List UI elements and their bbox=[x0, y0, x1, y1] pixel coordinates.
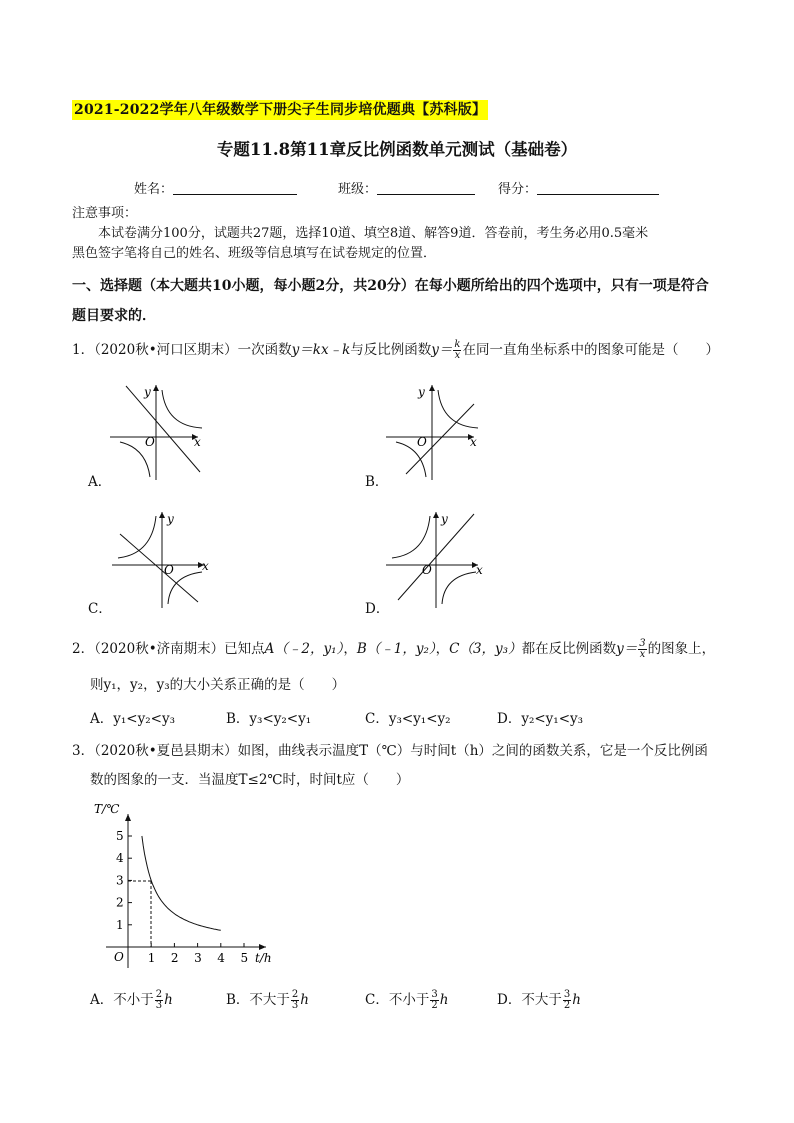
unit: h bbox=[439, 992, 449, 1008]
q2-option-c[interactable]: C．y₃<y₁<y₂ bbox=[365, 711, 451, 727]
q1-graph-c bbox=[112, 508, 222, 612]
q2-frac-den: x bbox=[639, 649, 646, 660]
notes-heading: 注意事项： bbox=[72, 206, 138, 221]
origin-label: O bbox=[164, 563, 174, 577]
x-tick-label: 4 bbox=[217, 951, 225, 965]
q1-graph-a bbox=[110, 380, 210, 480]
q2-option-a[interactable]: A．y₁<y₂<y₃ bbox=[90, 711, 175, 727]
q3-option-d-label: D．不大于 bbox=[497, 992, 562, 1008]
notes-line1: 本试卷满分100分，试题共27题，选择10道、填空8道、解答9道．答卷前，考生务必用0.5毫米 bbox=[98, 226, 649, 241]
t-axis-label: t/h bbox=[255, 951, 272, 965]
q1-linear-expr: y＝kx﹣k bbox=[291, 342, 351, 358]
T-axis-label: T/℃ bbox=[94, 802, 120, 816]
x-tick-label: 1 bbox=[147, 951, 156, 965]
question-2-line2: 则y₁，y₂，y₃的大小关系正确的是（ ） bbox=[90, 677, 346, 693]
section-heading bbox=[72, 271, 727, 331]
hyperbola-branch bbox=[162, 390, 202, 428]
y-axis-arrow bbox=[153, 385, 159, 391]
hyperbola-branch bbox=[438, 390, 478, 428]
name-field bbox=[134, 178, 297, 197]
q2-option-b[interactable]: B．y₃<y₂<y₁ bbox=[226, 711, 312, 727]
score-label: 得分： bbox=[498, 182, 538, 197]
q2-point-b: B（﹣1，y₂） bbox=[356, 641, 436, 657]
hyperbola-branch bbox=[442, 572, 476, 604]
y-axis-label: y bbox=[418, 385, 425, 399]
q1-option-d[interactable]: D． bbox=[365, 601, 390, 617]
y-axis-arrow bbox=[429, 385, 435, 391]
origin-label: O bbox=[145, 435, 155, 449]
frac-num: 2 bbox=[155, 989, 163, 1000]
q2-point-c: C（3，y₃） bbox=[449, 641, 522, 657]
x-tick-label: 2 bbox=[170, 951, 179, 965]
q3-option-a[interactable] bbox=[90, 988, 173, 1011]
q1-graph-d bbox=[386, 508, 496, 612]
frac-num: 3 bbox=[563, 989, 571, 1000]
class-label: 班级： bbox=[338, 182, 378, 197]
y-tick-label: 4 bbox=[116, 851, 124, 866]
question-3-line2: 数的图象的一支．当温度T≤2℃时，时间t应（ ） bbox=[90, 772, 410, 788]
frac-den: 3 bbox=[291, 1000, 299, 1011]
name-label: 姓名： bbox=[134, 182, 174, 197]
y-tick-label: 2 bbox=[116, 895, 124, 910]
y-axis-arrow bbox=[433, 512, 439, 518]
q1-prefix: 1．（2020秋•河口区期末）一次函数 bbox=[72, 342, 292, 358]
frac-num: 2 bbox=[291, 989, 299, 1000]
hyperbola-branch bbox=[392, 516, 430, 558]
y-axis-arrow bbox=[159, 512, 165, 518]
question-3-line1: 3．（2020秋•夏邑县期末）如图，曲线表示温度T（℃）与时间t（h）之间的函数关系，它是一个反比例函 bbox=[72, 743, 708, 759]
q1-graph-b bbox=[386, 380, 486, 480]
page-title: 专题11.8第11章反比例函数单元测试（基础卷） bbox=[216, 140, 578, 159]
score-blank bbox=[537, 180, 659, 195]
frac-den: 2 bbox=[431, 1000, 438, 1011]
q1-middle: 与反比例函数 bbox=[350, 342, 432, 358]
linear-line bbox=[120, 534, 198, 602]
frac-den: 2 bbox=[563, 1000, 571, 1011]
q3-option-c-label: C．不小于 bbox=[365, 992, 430, 1008]
origin-label: O bbox=[422, 563, 432, 577]
inverse-curve bbox=[142, 836, 221, 930]
q3-option-a-label: A．不小于 bbox=[90, 992, 154, 1008]
x-axis-label: x bbox=[476, 563, 483, 577]
q2-prefix: 2．（2020秋•济南期末）已知点 bbox=[72, 641, 265, 657]
unit: h bbox=[572, 992, 581, 1008]
y-axis-label: y bbox=[144, 385, 151, 399]
q3-option-c-fraction bbox=[430, 990, 438, 1011]
x-axis-label: x bbox=[194, 435, 201, 449]
class-field bbox=[338, 178, 475, 197]
q3-temperature-chart bbox=[86, 800, 286, 972]
q1-fraction bbox=[453, 340, 461, 361]
q2-fraction bbox=[638, 639, 646, 660]
score-field bbox=[498, 178, 659, 197]
unit: h bbox=[164, 992, 173, 1008]
y-tick-label: 1 bbox=[116, 917, 124, 932]
q2-point-a: A（﹣2，y₁） bbox=[264, 641, 344, 657]
q1-option-b[interactable]: B． bbox=[365, 474, 389, 490]
q3-option-b-label: B．不大于 bbox=[226, 992, 290, 1008]
T-axis-arrow bbox=[125, 814, 131, 821]
y-axis-label: y bbox=[167, 512, 174, 526]
q2-option-d[interactable]: D．y₂<y₁<y₃ bbox=[497, 711, 584, 727]
q2-func-left: y＝ bbox=[616, 641, 638, 657]
q1-option-a[interactable]: A． bbox=[88, 474, 112, 490]
frac-num: 3 bbox=[431, 989, 438, 1000]
name-blank bbox=[173, 180, 297, 195]
q3-option-b[interactable] bbox=[226, 988, 309, 1011]
x-tick-label: 3 bbox=[194, 951, 202, 965]
class-blank bbox=[377, 180, 475, 195]
origin-label: O bbox=[114, 950, 124, 964]
q2-frac-num: 3 bbox=[639, 638, 646, 649]
origin-label: O bbox=[417, 435, 427, 449]
unit: h bbox=[300, 992, 309, 1008]
q3-option-d-fraction bbox=[563, 990, 571, 1011]
q1-inverse-left: y＝ bbox=[431, 342, 453, 358]
frac-den: 3 bbox=[155, 1000, 163, 1011]
q2-middle: 都在反比例函数 bbox=[521, 641, 617, 657]
series-header: 2021-2022学年八年级数学下册尖子生同步培优题典【苏科版】 bbox=[74, 102, 487, 118]
linear-line bbox=[126, 386, 200, 472]
x-tick-label: 5 bbox=[240, 951, 249, 965]
question-2-stem: 2．（2020秋•济南期末）已知点A（﹣2，y₁），B（﹣1，y₂），C（3，y₃）都在反比例函数y＝ $\frac{3}{x}$ 的图象上， bbox=[72, 638, 716, 660]
q1-frac-den: x bbox=[454, 350, 461, 361]
tick-group bbox=[116, 829, 248, 965]
notes-line2: 黑色签字笔将自己的姓名、班级等信息填写在试卷规定的位置． bbox=[72, 246, 437, 261]
y-tick-label: 5 bbox=[116, 829, 124, 843]
section-heading-line2: 题目要求的． bbox=[72, 308, 156, 324]
question-1-stem bbox=[72, 340, 719, 361]
q1-suffix: 在同一直角坐标系中的图象可能是（ ） bbox=[462, 342, 719, 358]
y-axis-label: y bbox=[441, 512, 448, 526]
section-heading-line1: 一、选择题（本大题共10小题，每小题2分，共20分）在每小题所给出的四个选项中，只有一项是符合 bbox=[72, 278, 709, 294]
q3-option-a-fraction bbox=[155, 990, 163, 1011]
q3-option-b-fraction bbox=[291, 990, 299, 1011]
q2-suffix: 的图象上， bbox=[647, 641, 716, 657]
q1-frac-num: k bbox=[454, 339, 461, 350]
q1-option-c[interactable]: C． bbox=[88, 601, 112, 617]
y-tick-label: 3 bbox=[116, 873, 124, 888]
q3-option-d[interactable] bbox=[497, 988, 581, 1011]
t-axis-arrow bbox=[259, 944, 266, 950]
x-axis-label: x bbox=[202, 559, 209, 573]
x-axis-label: x bbox=[470, 435, 477, 449]
q3-option-c[interactable] bbox=[365, 988, 448, 1011]
